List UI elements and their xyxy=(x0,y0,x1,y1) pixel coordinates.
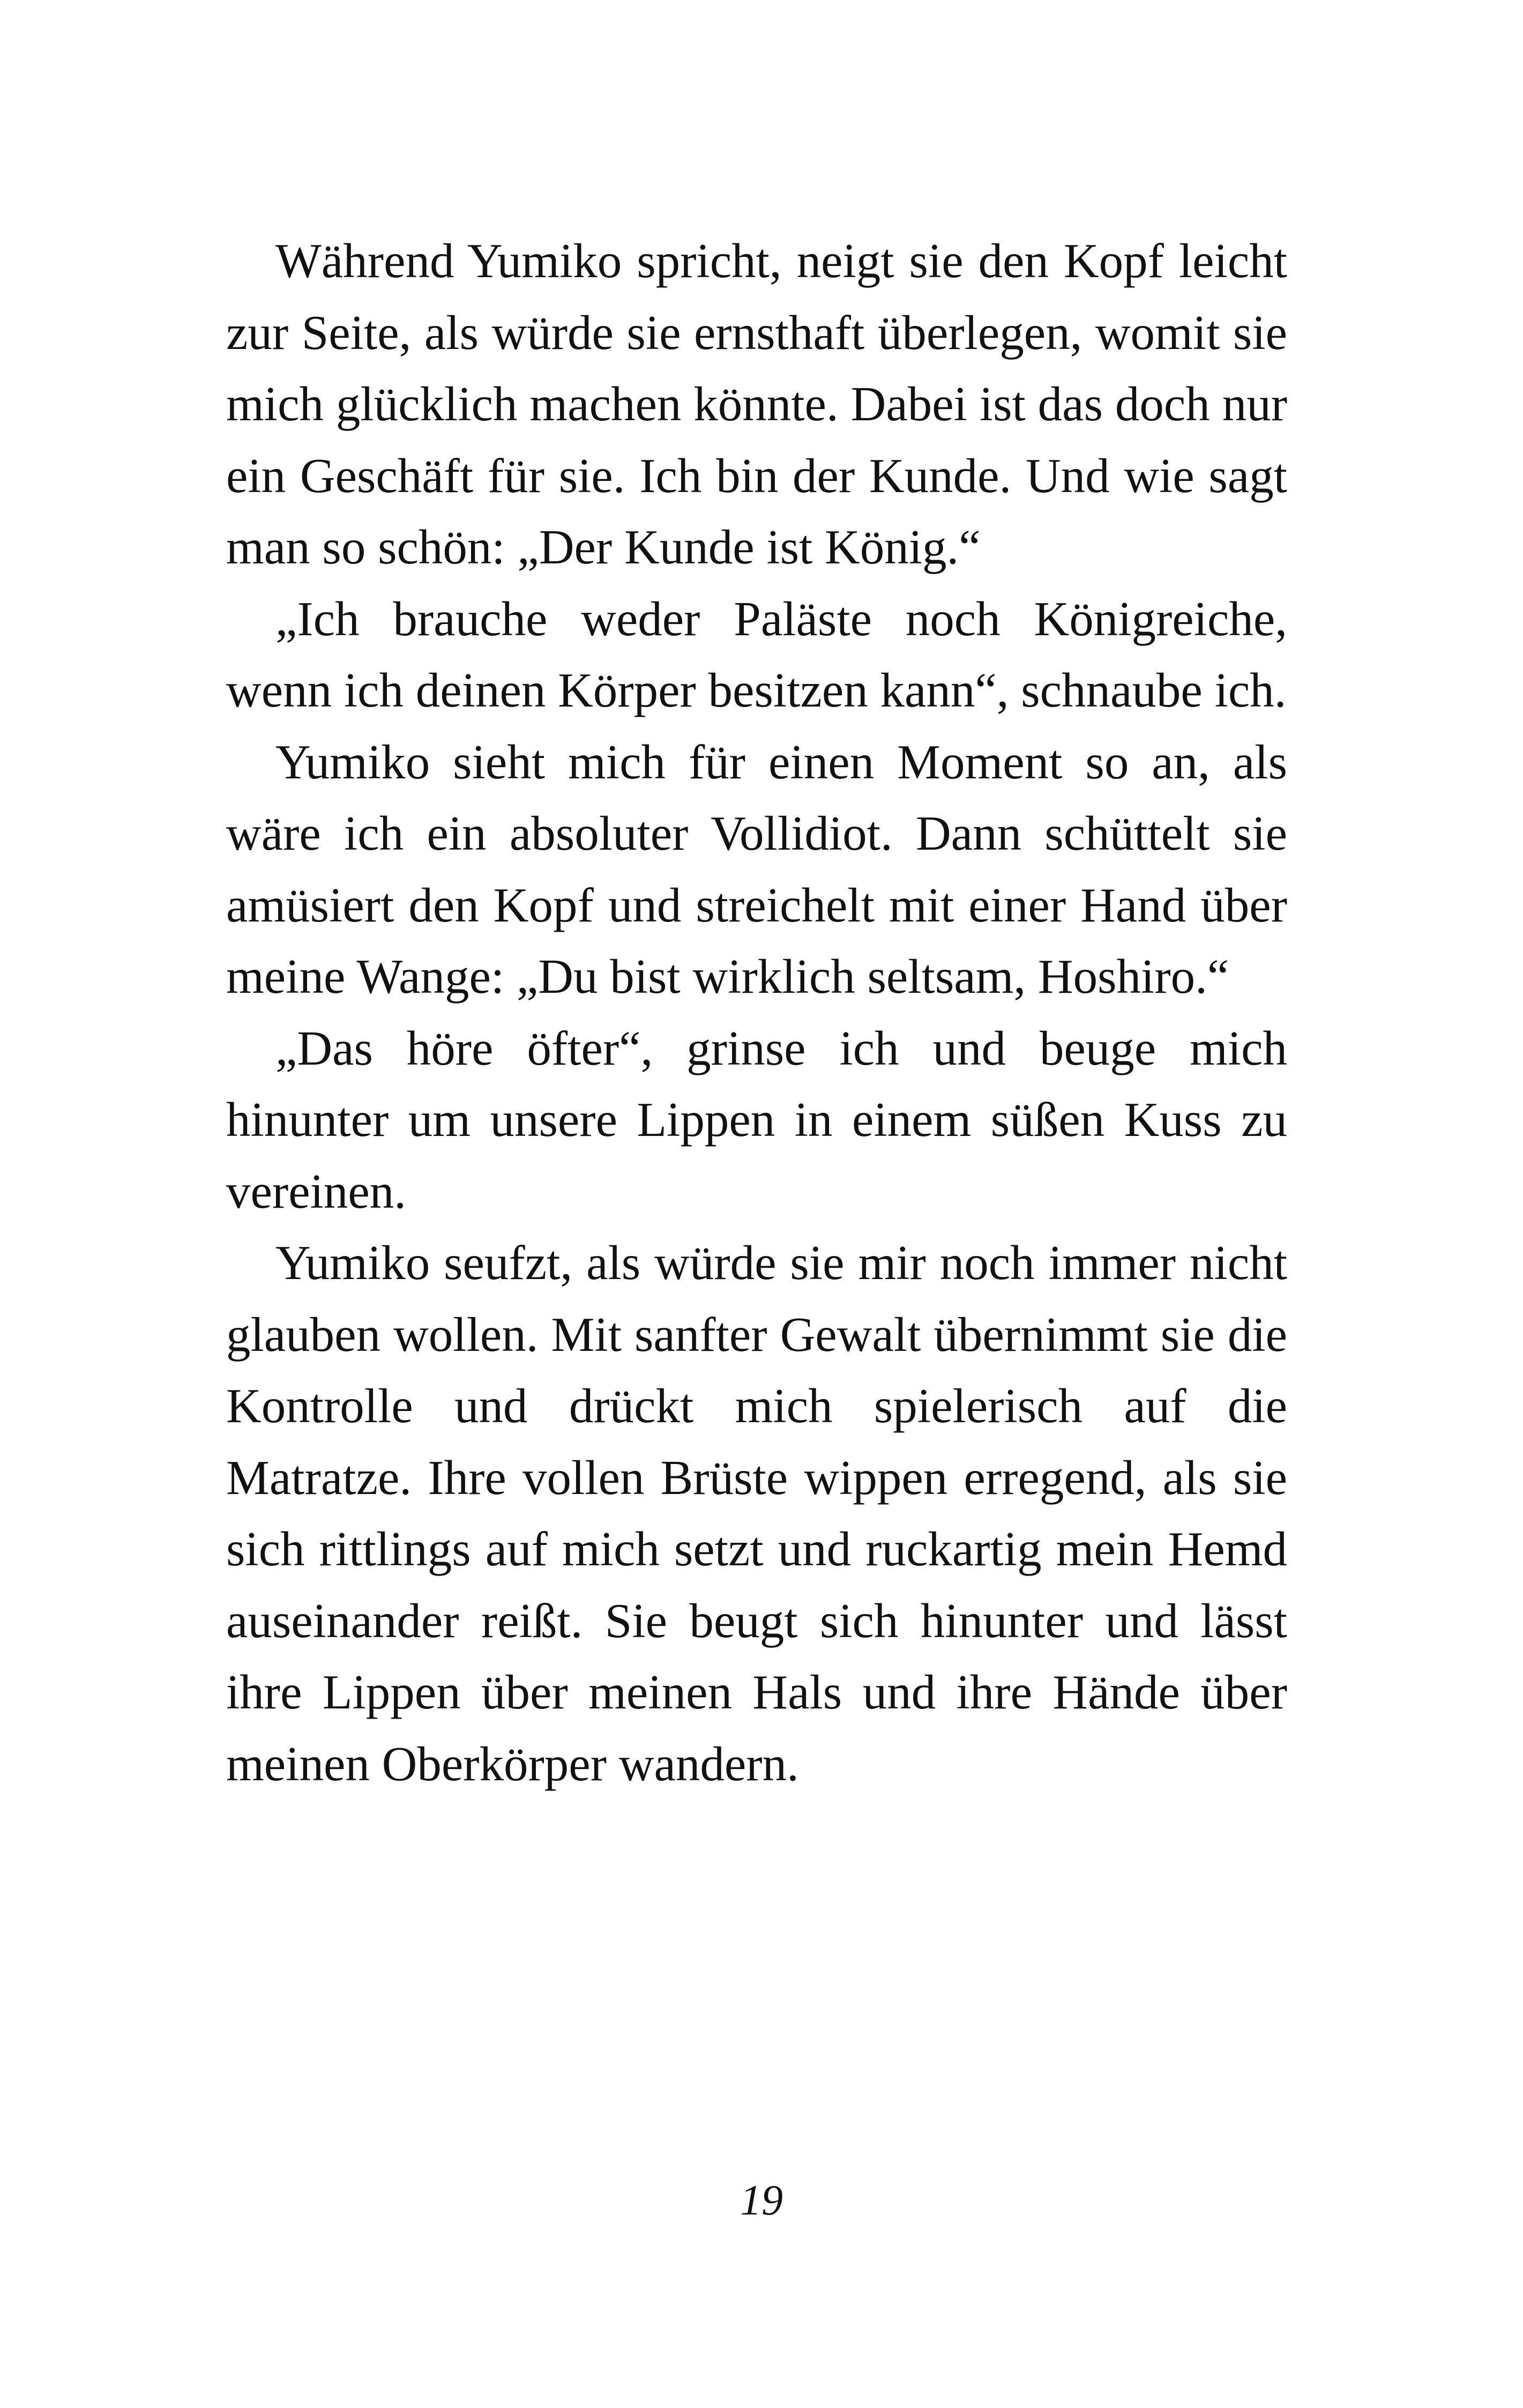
paragraph-5: Yumiko seufzt, als würde sie mir noch immer nicht glauben wollen. Mit sanfter Gewalt übernimmt sie die Kontrolle und drückt mich spielerisch auf die Matratze. Ihre vollen Brüste wippen erregend, als sie sich rittlings auf mich setzt und ruckartig mein Hemd auseinander reißt. Sie beugt sich hinunter und lässt ihre Lippen über meinen Hals und ihre Hände über meinen Oberkörper wandern. xyxy=(226,1236,1287,1791)
paragraph-4: „Das höre öfter“, grinse ich und beuge mich hinunter um unsere Lippen in einem süßen Kuss zu vereinen. xyxy=(226,1021,1287,1218)
body-text xyxy=(226,225,1287,1800)
page-number: 19 xyxy=(740,2177,783,2224)
paragraph-1: Während Yumiko spricht, neigt sie den Kopf leicht zur Seite, als würde sie ernsthaft überlegen, womit sie mich glücklich machen könnte. Dabei ist das doch nur ein Geschäft für sie. Ich bin der Kunde. Und wie sagt man so schön: „Der Kunde ist König.“ xyxy=(226,234,1287,574)
paragraph-3: Yumiko sieht mich für einen Moment so an, als wäre ich ein absoluter Vollidiot. Dann schüttelt sie amüsiert den Kopf und streichelt mit einer Hand über meine Wange: „Du bist wirklich seltsam, Hoshiro.“ xyxy=(226,734,1287,1004)
paragraph-2: „Ich brauche weder Paläste noch Königreiche, wenn ich deinen Körper besitzen kann“, schnaube ich. xyxy=(226,591,1287,717)
